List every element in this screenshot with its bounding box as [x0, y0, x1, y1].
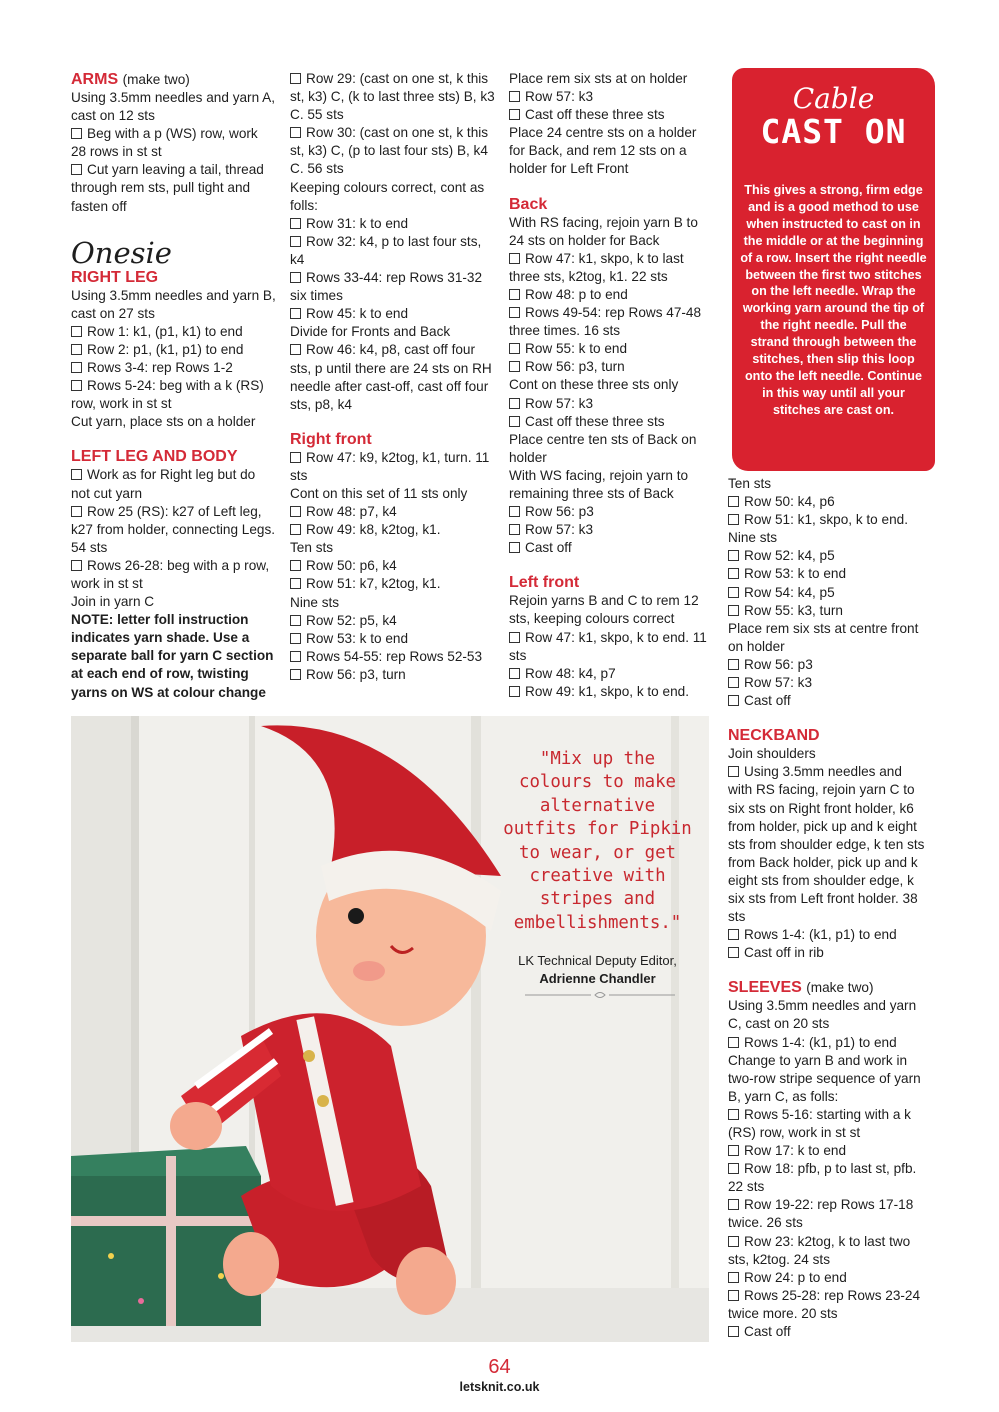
- section-heading-right-leg: RIGHT LEG: [71, 268, 159, 286]
- instruction-row[interactable]: Rows 3-4: rep Rows 1-2: [71, 359, 276, 377]
- instruction-row[interactable]: Row 45: k to end: [290, 305, 498, 323]
- instruction: Nine sts: [728, 530, 778, 546]
- checkbox[interactable]: [290, 669, 301, 680]
- checkbox[interactable]: [509, 398, 520, 409]
- checkbox[interactable]: [728, 1290, 739, 1301]
- instruction: Cut yarn, place sts on a holder: [71, 414, 256, 430]
- checkbox[interactable]: [71, 506, 82, 517]
- instruction-row[interactable]: Row 1: k1, (p1, k1) to end: [71, 323, 276, 341]
- instruction-row[interactable]: Cast off these three sts: [509, 413, 714, 431]
- section-heading-left-front: Left front: [509, 574, 580, 592]
- column-1: [71, 70, 276, 702]
- instruction: Place centre ten sts of Back on holder: [509, 431, 697, 465]
- checkbox[interactable]: [290, 578, 301, 589]
- instruction: Ten sts: [290, 540, 334, 556]
- section-heading-left-leg: LEFT LEG AND BODY: [71, 448, 238, 466]
- instruction: Keeping colours correct, cont as folls:: [290, 179, 485, 213]
- onesie-heading: Onesie: [71, 235, 172, 270]
- checkbox[interactable]: [71, 164, 82, 175]
- checkbox[interactable]: [728, 659, 739, 670]
- instruction-row[interactable]: Row 32: k4, p to last four sts, k4: [290, 233, 482, 267]
- website[interactable]: letsknit.co.uk: [459, 1380, 540, 1394]
- checkbox[interactable]: [509, 686, 520, 697]
- checkbox[interactable]: [509, 632, 520, 643]
- instruction-row[interactable]: Row 31: k to end: [290, 215, 498, 233]
- instruction-row[interactable]: Row 48: k4, p7: [509, 665, 714, 683]
- checkbox[interactable]: [71, 380, 82, 391]
- checkbox[interactable]: [728, 677, 739, 688]
- instruction: Cont on this set of 11 sts only: [290, 485, 468, 501]
- column-2: [290, 70, 498, 684]
- instruction: With WS facing, rejoin yarn to remaining three sts of Back: [509, 467, 689, 501]
- instruction-row[interactable]: Row 2: p1, (k1, p1) to end: [71, 341, 276, 359]
- quote-credit: [500, 952, 695, 988]
- instruction-row[interactable]: Row 25 (RS): k27 of Left leg, k27 from holder, connecting Legs. 54 sts: [71, 503, 276, 555]
- checkbox[interactable]: [290, 272, 301, 283]
- gift-box: [71, 1146, 261, 1326]
- checkbox[interactable]: [71, 362, 82, 373]
- instruction-row[interactable]: Rows 26-28: beg with a p row, work in st st: [71, 557, 270, 591]
- tip-title: CAST ON: [760, 112, 907, 151]
- note: NOTE: letter foll instruction indicates yarn shade. Use a separate ball for yarn C section at each end of row, twisting yarns on WS at colour change: [71, 612, 274, 700]
- instruction-row[interactable]: Row 47: k1, skpo, k to end. 11 sts: [509, 629, 707, 663]
- instruction: Place rem six sts at on holder: [509, 71, 688, 86]
- checkbox[interactable]: [728, 1109, 739, 1120]
- checkbox[interactable]: [509, 668, 520, 679]
- instruction-row[interactable]: Row 29: (cast on one st, k this st, k3) C, (k to last three sts) B, k3 C. 55 sts: [290, 71, 495, 123]
- instruction-row[interactable]: Row 56: p3, turn: [290, 666, 498, 684]
- instruction-row[interactable]: Rows 49-54: rep Rows 47-48 three times. 16 sts: [509, 305, 702, 339]
- section-heading-right-front: Right front: [290, 430, 372, 448]
- instruction-row[interactable]: Using 3.5mm needles and with RS facing, rejoin yarn C to six sts on Right front holder, k6 from holder, pick up and k eight sts from shoulder edge, k ten sts from Back holder, pick up and k eight sts from shoulder edge, k six sts from Left front holder. 38 sts: [728, 764, 925, 925]
- section-heading-arms: ARMS (make two): [71, 71, 190, 88]
- instruction: Place rem six sts at centre front on holder: [728, 620, 919, 654]
- page-number: 64: [488, 1356, 511, 1378]
- checkbox[interactable]: [509, 416, 520, 427]
- checkbox[interactable]: [728, 550, 739, 561]
- instruction-row[interactable]: Row 55: k3, turn: [728, 602, 928, 620]
- checkbox[interactable]: [728, 587, 739, 598]
- instruction: Change to yarn B and work in two-row stripe sequence of yarn B, yarn C, as folls:: [728, 1052, 921, 1104]
- checkbox[interactable]: [290, 524, 301, 535]
- instruction-row[interactable]: Cast off these three sts: [509, 106, 714, 124]
- checkbox[interactable]: [290, 560, 301, 571]
- section-heading-back: Back: [509, 195, 548, 213]
- instruction-row[interactable]: Work as for Right leg but do not cut yarn: [71, 467, 256, 501]
- checkbox[interactable]: [290, 218, 301, 229]
- instruction-row[interactable]: Row 56: p3, turn: [509, 358, 714, 376]
- instruction-row[interactable]: Row 54: k4, p5: [728, 584, 928, 602]
- instruction-row[interactable]: Row 57: k3: [509, 88, 714, 106]
- checkbox[interactable]: [728, 1199, 739, 1210]
- instruction-row[interactable]: Rows 25-28: rep Rows 23-24 twice more. 20 sts: [728, 1287, 921, 1321]
- checkbox[interactable]: [71, 560, 82, 571]
- checkbox[interactable]: [290, 344, 301, 355]
- checkbox[interactable]: [728, 1163, 739, 1174]
- credit-name: Adrienne Chandler: [539, 971, 656, 986]
- checkbox[interactable]: [71, 326, 82, 337]
- instruction: Join shoulders: [728, 746, 816, 762]
- checkbox[interactable]: [290, 308, 301, 319]
- instruction: Cont on these three sts only: [509, 377, 679, 393]
- instruction-row[interactable]: Rows 1-4: (k1, p1) to end: [728, 1034, 928, 1052]
- checkbox[interactable]: [728, 1272, 739, 1283]
- instruction-row[interactable]: Cast off in rib: [728, 944, 928, 962]
- instruction: Place 24 centre sts on a holder for Back, and rem 12 sts on a holder for Left Front: [509, 125, 697, 177]
- cable-cast-on-tip-box: [732, 68, 935, 471]
- checkbox[interactable]: [290, 73, 301, 84]
- checkbox[interactable]: [509, 307, 520, 318]
- instruction-row[interactable]: Row 52: p5, k4: [290, 612, 498, 630]
- checkbox[interactable]: [728, 929, 739, 940]
- checkbox[interactable]: [509, 109, 520, 120]
- instruction-row[interactable]: Row 57: k3: [509, 521, 714, 539]
- instruction: Rejoin yarns B and C to rem 12 sts, keeping colours correct: [509, 593, 699, 627]
- instruction-row[interactable]: Row 55: k to end: [509, 340, 714, 358]
- checkbox[interactable]: [728, 695, 739, 706]
- instruction-row[interactable]: Cast off: [728, 692, 928, 710]
- checkbox[interactable]: [509, 343, 520, 354]
- checkbox[interactable]: [728, 514, 739, 525]
- instruction-row[interactable]: Row 23: k2tog, k to last two sts, k2tog. 24 sts: [728, 1233, 911, 1267]
- instruction-row[interactable]: Row 24: p to end: [728, 1269, 928, 1287]
- checkbox[interactable]: [728, 766, 739, 777]
- instruction-row[interactable]: Row 57: k3: [509, 395, 714, 413]
- instruction: Using 3.5mm needles and yarn B, cast on 27 sts: [71, 287, 276, 321]
- checkbox[interactable]: [71, 469, 82, 480]
- checkbox[interactable]: [71, 128, 82, 139]
- checkbox[interactable]: [728, 1326, 739, 1337]
- checkbox[interactable]: [509, 289, 520, 300]
- checkbox[interactable]: [290, 633, 301, 644]
- section-heading-sleeves: SLEEVES (make two): [728, 979, 874, 997]
- credit-role: LK Technical Deputy Editor,: [518, 953, 677, 968]
- instruction-row[interactable]: Row 57: k3: [728, 674, 928, 692]
- instruction: Join in yarn C: [71, 594, 155, 610]
- instruction-row[interactable]: Row 53: k to end: [728, 565, 928, 583]
- checkbox[interactable]: [290, 127, 301, 138]
- checkbox[interactable]: [509, 506, 520, 517]
- tip-body: This gives a strong, firm edge and is a good method to use when instructed to cast on in the middle or at the beginning of a row. Insert the right needle between the first two stitches on the left needle. Wrap the working yarn around the tip of the right needle. Pull the strand through between the stitches, then slip this loop onto the left needle. Continue in this way until all your stitches are cast on.: [740, 183, 927, 417]
- instruction-row[interactable]: Row 46: k4, p8, cast off four sts, p until there are 24 sts on RH needle after cast-off, cast off four sts, p8, k4: [290, 342, 492, 412]
- instruction: Ten sts: [728, 476, 772, 491]
- instruction-row[interactable]: Row 50: p6, k4: [290, 557, 498, 575]
- instruction-row[interactable]: Cast off: [728, 1323, 928, 1341]
- checkbox[interactable]: [728, 1145, 739, 1156]
- checkbox[interactable]: [728, 568, 739, 579]
- instruction-row[interactable]: Row 48: p to end: [509, 286, 714, 304]
- checkbox[interactable]: [509, 91, 520, 102]
- checkbox[interactable]: [290, 236, 301, 247]
- instruction-row[interactable]: Row 56: p3: [509, 503, 714, 521]
- instruction-row[interactable]: Row 19-22: rep Rows 17-18 twice. 26 sts: [728, 1197, 914, 1231]
- section-heading-neckband: NECKBAND: [728, 727, 820, 745]
- instruction: With RS facing, rejoin yarn B to 24 sts on holder for Back: [509, 214, 698, 248]
- tip-title-script: Cable: [792, 82, 875, 115]
- instruction-row[interactable]: Row 47: k1, skpo, k to last three sts, k2tog, k1. 22 sts: [509, 250, 684, 284]
- checkbox[interactable]: [290, 452, 301, 463]
- checkbox[interactable]: [71, 344, 82, 355]
- instruction: Divide for Fronts and Back: [290, 324, 451, 340]
- instruction-row[interactable]: Rows 5-16: starting with a k (RS) row, work in st st: [728, 1106, 911, 1140]
- instruction-row[interactable]: Row 30: (cast on one st, k this st, k3) C, (p to last four sts) B, k4 C. 56 sts: [290, 125, 489, 177]
- instruction-row[interactable]: Row 53: k to end: [290, 630, 498, 648]
- instruction-row[interactable]: Row 50: k4, p6: [728, 493, 928, 511]
- checkbox[interactable]: [509, 253, 520, 264]
- instruction: Using 3.5mm needles and yarn C, cast on 20 sts: [728, 998, 917, 1032]
- editor-quote: "Mix up the colours to make alternative outfits for Pipkin to wear, or get creative with stripes and embellishments.": [503, 749, 692, 933]
- checkbox[interactable]: [728, 605, 739, 616]
- instruction-row[interactable]: Rows 5-24: beg with a k (RS) row, work in st st: [71, 378, 264, 412]
- checkbox[interactable]: [728, 1037, 739, 1048]
- instruction-row[interactable]: Rows 54-55: rep Rows 52-53: [290, 648, 498, 666]
- instruction: Nine sts: [290, 594, 340, 610]
- instruction-row[interactable]: Cast off: [509, 539, 714, 557]
- checkbox[interactable]: [290, 651, 301, 662]
- column-3: [509, 70, 714, 701]
- instruction-row[interactable]: Beg with a p (WS) row, work 28 rows in st st: [71, 126, 258, 160]
- instruction-row[interactable]: Row 51: k1, skpo, k to end.: [728, 511, 928, 529]
- checkbox[interactable]: [290, 615, 301, 626]
- checkbox[interactable]: [509, 542, 520, 553]
- checkbox[interactable]: [509, 524, 520, 535]
- instruction-row[interactable]: Rows 33-44: rep Rows 31-32 six times: [290, 270, 483, 304]
- instruction-row[interactable]: Cut yarn leaving a tail, thread through rem sts, pull tight and fasten off: [71, 162, 264, 214]
- instruction-row[interactable]: Row 48: p7, k4: [290, 503, 498, 521]
- column-4: [728, 475, 928, 1341]
- instruction-row[interactable]: Row 49: k8, k2tog, k1.: [290, 521, 498, 539]
- instruction-row[interactable]: Row 17: k to end: [728, 1142, 928, 1160]
- instruction-row[interactable]: Row 47: k9, k2tog, k1, turn. 11 sts: [290, 449, 490, 483]
- instruction-row[interactable]: Row 52: k4, p5: [728, 547, 928, 565]
- instruction-row[interactable]: Row 51: k7, k2tog, k1.: [290, 575, 498, 593]
- instruction-row[interactable]: Row 56: p3: [728, 656, 928, 674]
- instruction-row[interactable]: Rows 1-4: (k1, p1) to end: [728, 926, 928, 944]
- flourish-icon: [525, 990, 675, 1000]
- checkbox[interactable]: [728, 947, 739, 958]
- instruction: Using 3.5mm needles and yarn A, cast on 12 sts: [71, 90, 276, 124]
- checkbox[interactable]: [728, 496, 739, 507]
- checkbox[interactable]: [509, 361, 520, 372]
- instruction-row[interactable]: Row 18: pfb, p to last st, pfb. 22 sts: [728, 1161, 917, 1195]
- checkbox[interactable]: [290, 506, 301, 517]
- instruction-row[interactable]: Row 49: k1, skpo, k to end.: [509, 683, 714, 701]
- checkbox[interactable]: [728, 1236, 739, 1247]
